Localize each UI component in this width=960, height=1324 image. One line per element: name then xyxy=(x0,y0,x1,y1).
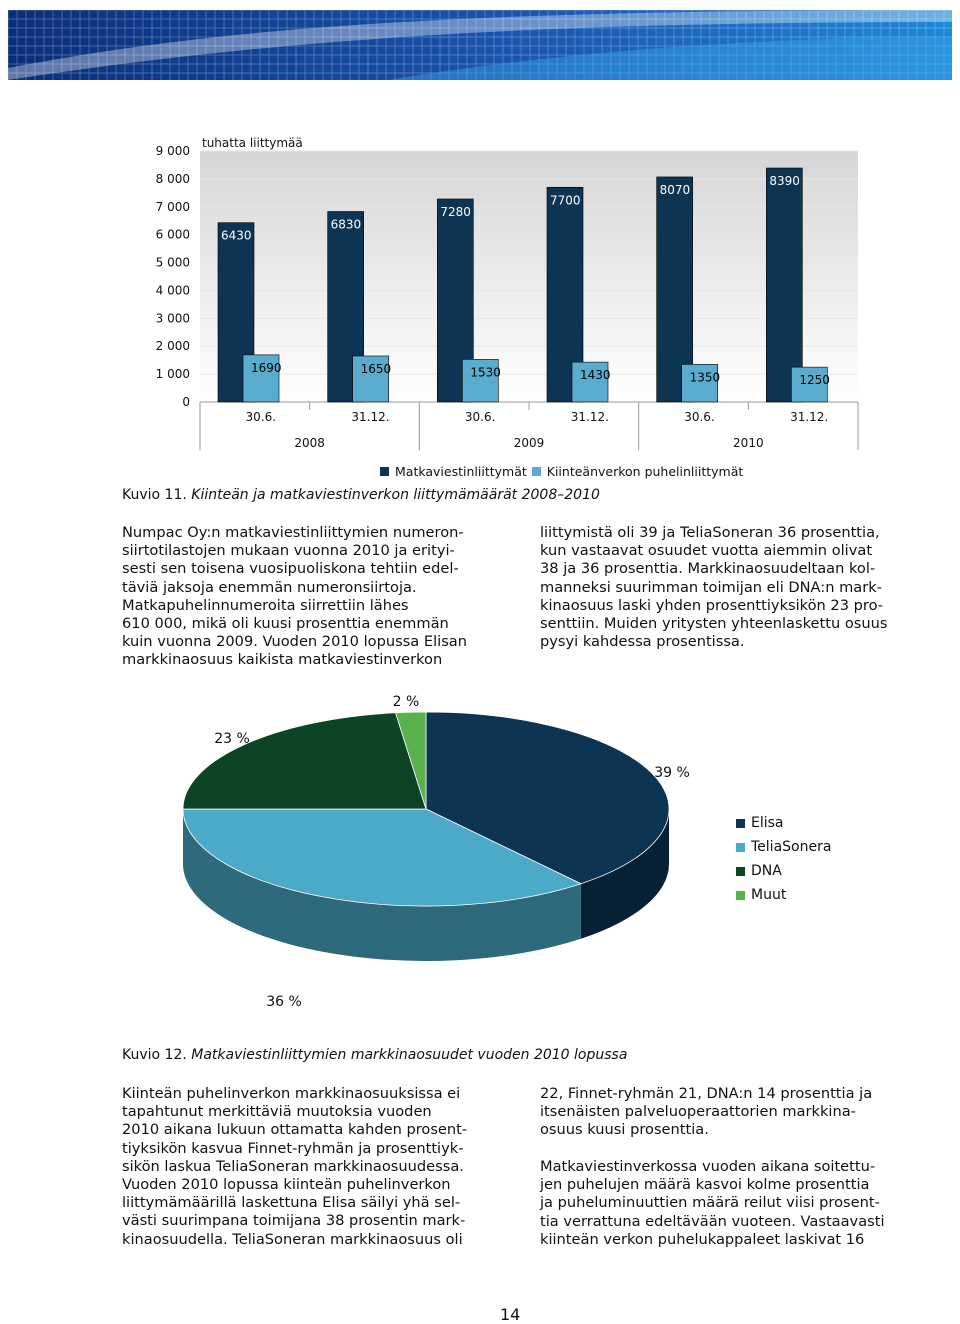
y-unit-label: tuhatta liittymää xyxy=(202,136,303,150)
data-label: 1250 xyxy=(799,373,830,388)
header-banner xyxy=(8,10,952,80)
x-tick-label: 30.6. xyxy=(245,410,277,424)
legend-swatch-elisa xyxy=(736,819,745,828)
y-tick-label: 8 000 xyxy=(155,171,190,186)
bar-legend xyxy=(380,464,743,479)
legend-swatch-teliasonera xyxy=(736,843,745,852)
data-label: 1350 xyxy=(689,370,721,385)
y-tick-label: 5 000 xyxy=(155,255,190,270)
data-label: 8390 xyxy=(769,174,800,189)
y-tick-label: 2 000 xyxy=(155,339,190,354)
body-text-1-right: liittymistä oli 39 ja TeliaSoneran 36 prosenttia, kun vastaavat osuudet vuotta aiemmin olivat 38 ja 36 prosenttia. Markkinaosuudeltaan kol- manneksi suurimman toimijan eli DNA:n mark- kinaosuus laski yhden prosenttiyksikön 23 pro- senttiin. Muiden yritysten yhteenlaskettu osuus pysyi kahdessa prosentissa. xyxy=(540,524,888,651)
body-text-2-right-b: Matkaviestinverkossa vuoden aikana soitettu- jen puhelujen määrä kasvoi kolme prosenttia ja puheluminuuttien määrä reilut viisi prosent- tia verrattuna edeltävään vuoteen. Vastaavasti kiinteän verkon puhelukappaleet laskivat 16 xyxy=(540,1158,885,1248)
legend-swatch-muut xyxy=(736,891,745,900)
legend-label-elisa: Elisa xyxy=(751,815,784,831)
legend-label-dna: DNA xyxy=(751,863,782,879)
x-tick-label: 31.12. xyxy=(570,410,609,424)
data-label: 7280 xyxy=(440,204,471,219)
legend-swatch-fixed xyxy=(532,467,541,476)
body-text-2-left: Kiinteän puhelinverkon markkinaosuuksissa ei tapahtunut merkittäviä muutoksia vuoden 2010 aikana lukuun ottamatta kahden prosent- tiyksikön kasvua Finnet-ryhmän ja prosenttiyk- sikön laskua TeliaSoneran markkinaosuudessa. Vuoden 2010 lopussa kiinteän puhelinverkon liittymämäärillä laskettuna Elisa säilyi yhä sel- västi suurimpana toimijana 38 prosentin mark- kinaosuudella. TeliaSoneran markkinaosuus oli xyxy=(122,1085,468,1248)
legend-swatch-dna xyxy=(736,867,745,876)
y-tick-label: 3 000 xyxy=(155,311,190,326)
body-text-2-right-a: 22, Finnet-ryhmän 21, DNA:n 14 prosenttia ja itsenäisten palveluoperaattorien markkina- osuus kuusi prosenttia. xyxy=(540,1085,873,1139)
y-tick-label: 1 000 xyxy=(155,367,190,382)
data-label: 1690 xyxy=(251,360,282,375)
banner-graphic xyxy=(8,10,952,80)
x-tick-label: 31.12. xyxy=(790,410,829,424)
data-label: 7700 xyxy=(550,193,581,208)
legend-item-muut xyxy=(736,887,786,903)
data-label: 1650 xyxy=(360,361,392,376)
pie-chart xyxy=(170,685,710,1015)
bar-chart xyxy=(140,125,860,485)
x-tick-label: 31.12. xyxy=(351,410,390,424)
caption-text: Matkaviestinliittymien markkinaosuudet vuoden 2010 lopussa xyxy=(191,1047,628,1063)
figure-11-caption xyxy=(122,487,600,503)
legend-label-teliasonera: TeliaSonera xyxy=(751,839,832,855)
page-number: 14 xyxy=(500,1305,521,1324)
data-label: 8070 xyxy=(659,182,691,197)
caption-label: Kuvio 12. xyxy=(122,1047,187,1063)
caption-text: Kiinteän ja matkaviestinverkon liittymämäärät 2008–2010 xyxy=(191,487,600,503)
pie-label-dna: 23 % xyxy=(214,731,250,747)
y-tick-label: 4 000 xyxy=(155,283,190,298)
legend-label-fixed: Kiinteänverkon puhelinliittymät xyxy=(546,464,744,479)
y-tick-label: 6 000 xyxy=(155,227,190,242)
pie-label-muut: 2 % xyxy=(392,694,420,710)
year-label: 2008 xyxy=(294,436,325,450)
legend-label-mobile: Matkaviestinliittymät xyxy=(395,464,527,479)
figure-12-caption xyxy=(122,1047,627,1063)
y-tick-label: 9 000 xyxy=(155,144,190,158)
legend-item-elisa xyxy=(736,815,784,831)
data-label: 6830 xyxy=(330,217,362,232)
plot-area xyxy=(200,151,858,402)
year-label: 2010 xyxy=(733,436,764,450)
pie-label-teliasonera: 36 % xyxy=(266,994,302,1010)
pie-slice-dna xyxy=(183,713,426,809)
data-label: 6430 xyxy=(221,228,252,243)
caption-label: Kuvio 11. xyxy=(122,487,187,503)
year-label: 2009 xyxy=(513,436,545,450)
legend-swatch-mobile xyxy=(380,467,389,476)
data-label: 1530 xyxy=(470,365,501,380)
y-tick-label: 7 000 xyxy=(155,199,190,214)
x-tick-label: 30.6. xyxy=(684,410,715,424)
pie-label-elisa: 39 % xyxy=(654,765,690,781)
body-text-1-left: Numpac Oy:n matkaviestinliittymien numeron- siirtotilastojen mukaan vuonna 2010 ja erityi- sesti sen toisena vuosipuoliskona tehtiin edel- täviä jaksoja enemmän numeronsiirtoja. Matkapuhelinnumeroita siirrettiin lähes 610 000, mikä oli kuusi prosenttia enemmän kuin vuonna 2009. Vuoden 2010 lopussa Elisan markkinaosuus kaikista matkaviestinverkon xyxy=(122,524,467,669)
legend-item-dna xyxy=(736,863,782,879)
y-tick-label: 0 xyxy=(182,395,190,409)
legend-label-muut: Muut xyxy=(751,887,787,903)
data-label: 1430 xyxy=(580,368,611,383)
legend-item-teliasonera xyxy=(736,839,831,855)
x-tick-label: 30.6. xyxy=(464,410,496,424)
